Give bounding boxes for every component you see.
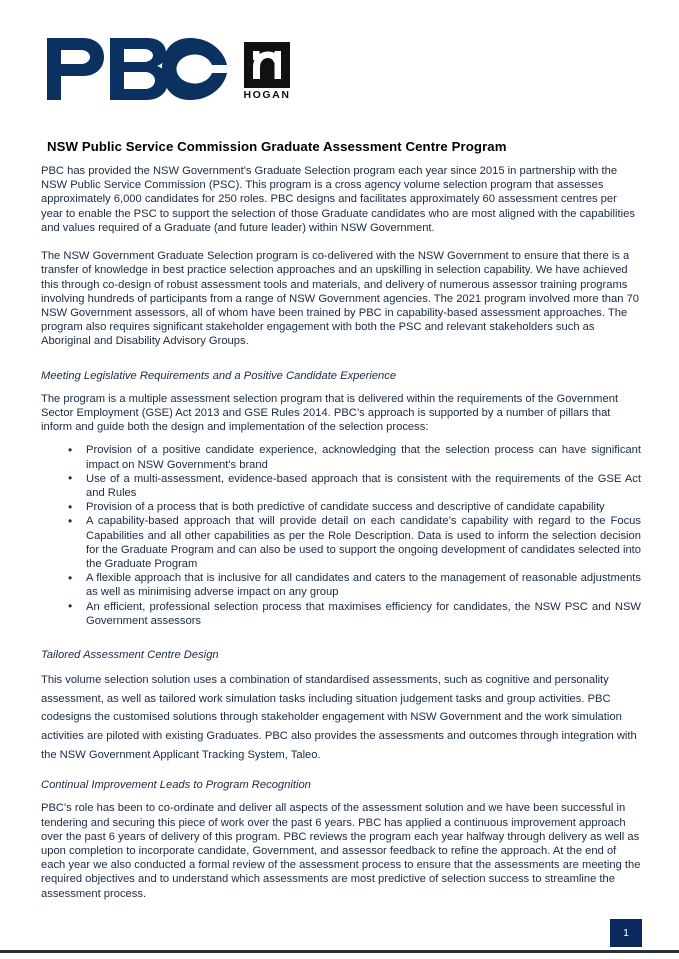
spacer xyxy=(41,764,641,778)
pillars-list xyxy=(41,443,641,628)
legislative-intro-paragraph: The program is a multiple assessment selection program that is delivered within the requirements of the Government Sector Employment (GSE) Act 2013 and GSE Rules 2014. PBC’s approach is supported by a number of pillars that inform and guide both the design and implementation of the selection process: xyxy=(41,392,619,434)
hogan-wordmark-label: HOGAN xyxy=(243,89,291,101)
spacer xyxy=(41,792,641,801)
list-item: • Provision of a positive candidate experience, acknowledging that the selection process can have significant impact on NSW Government's brand xyxy=(41,443,641,471)
list-item: • Use of a multi-assessment, evidence-based approach that is consistent with the requirements of the GSE Act and Rules xyxy=(41,472,641,500)
brand-logo-row xyxy=(47,38,291,101)
list-item: • Provision of a process that is both predictive of candidate success and descriptive of candidate capability xyxy=(41,500,641,514)
document-body xyxy=(41,164,641,901)
spacer xyxy=(41,434,641,443)
spacer xyxy=(41,349,641,369)
intro-paragraph-2: The NSW Government Graduate Selection program is co-delivered with the NSW Government to ensure that there is a transfer of knowledge in best practice selection approaches and an upskilling in selection capability. We have achieved this through co-design of robust assessment tools and materials, and delivery of numerous assessor training programs involving hundreds of participants from a range of NSW Government agencies. The 2021 program involved more than 70 NSW Government assessors, all of whom have been trained by PBC in capability-based assessment approaches. The program also requires significant stakeholder engagement with both the PSC and relevant stakeholders such as Aboriginal and Disability Advisory Groups. xyxy=(41,250,640,348)
list-item: • A capability-based approach that will provide detail on each candidate’s capability with regard to the Focus Capabilities and all other capabilities as per the Role Description. Data is used to inform the selection decision for the Graduate Program and can also be used to support the ongoing development of candidates selected into the Graduate Program xyxy=(41,514,641,571)
page-title: NSW Public Service Commission Graduate Assessment Centre Program xyxy=(47,138,507,154)
continual-body-paragraph: PBC's role has been to co-ordinate and deliver all aspects of the assessment solution and we have been successful in tendering and securing this piece of work over the past 6 years. PBC has applied a continuous improvement approach over the past 6 years of delivery of this program. PBC reviews the program each year halfway through delivery as well as upon completion to incorporate candidate, Government, and assessor feedback to refine the approach. At the end of each year we also conducted a formal review of the assessment process to ensure that the assessments are meeting the required objectives and to understand which assessments are most predictive of selection success to streamline the assessment process. xyxy=(41,802,641,900)
list-item: • An efficient, professional selection process that maximises efficiency for candidates, the NSW PSC and NSW Government assessors xyxy=(41,600,641,628)
spacer xyxy=(41,662,641,671)
hogan-arch-icon xyxy=(244,42,290,88)
section-heading-tailored: Tailored Assessment Centre Design xyxy=(41,649,219,662)
section-heading-continual: Continual Improvement Leads to Program Recognition xyxy=(41,779,311,792)
spacer xyxy=(41,628,641,648)
list-item: • A flexible approach that is inclusive for all candidates and caters to the management of reasonable adjustments as well as minimising adverse impact on any group xyxy=(41,571,641,599)
section-heading-legislative: Meeting Legislative Requirements and a Positive Candidate Experience xyxy=(41,369,397,382)
intro-paragraph-1: PBC has provided the NSW Government's Graduate Selection program each year since 2015 in partnership with the NSW Public Service Commission (PSC). This program is a cross agency volume selection program that assesses approximately 6,000 candidates for 250 roles. PBC designs and facilitates approximately 60 assessment centres per year to enable the PSC to support the selection of those Graduate candidates who are most aligned with the capabilities and values required of a Graduate (and future leader) within NSW Government. xyxy=(41,165,635,234)
footer-divider xyxy=(0,950,679,953)
tailored-body-paragraph: This volume selection solution uses a combination of standardised assessments, such as cognitive and personality assessment, as well as tailored work simulation tasks including situation judgement tasks and group activities. PBC codesigns the customised solutions through stakeholder engagement with NSW Government and the work simulation activities are piloted with existing Graduates. PBC also provides the assessments and outcomes through integration with the NSW Government Applicant Tracking System, Taleo. xyxy=(41,674,637,761)
pbc-wordmark-icon xyxy=(47,38,229,100)
spacer xyxy=(41,383,641,392)
page-number-badge: 1 xyxy=(610,919,642,947)
hogan-partner-mark xyxy=(243,42,291,101)
